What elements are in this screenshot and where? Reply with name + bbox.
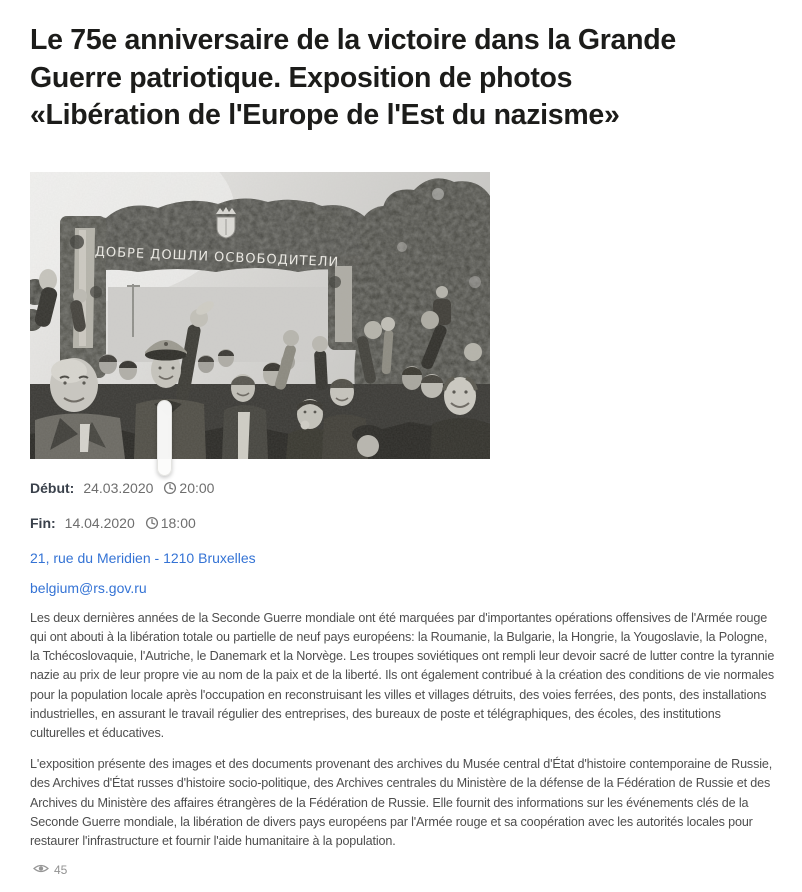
event-start-row [30,479,772,498]
page-title: Le 75e anniversaire de la victoire dans la Grande Guerre patriotique. Exposition de photos «Libération de l'Europe de l'Est du nazisme» [30,24,676,132]
end-label: Fin: [30,515,56,532]
views-counter [33,863,772,877]
event-photo-illustration [30,172,490,459]
contact-email-link[interactable]: belgium@rs.gov.ru [30,579,147,596]
eye-icon [33,863,49,877]
paragraph-exhibition: L'exposition présente des images et des documents provenant des archives du Musée central d'État d'histoire contemporaine de Russie, des Archives d'État russes d'histoire socio-politique, des Archives centrales du Ministère de la défense de la Fédération de Russie et des Archives du Ministère des affaires étrangères de la Fédération de Russie. Elle fournit des informations sur les événements clés de la Seconde Guerre mondiale, la libération de divers pays européens par l'Armée rouge et sa coopération avec les autorités locales pour restaurer l'infrastructure et fournir l'aide humanitaire à la population. [30,757,773,849]
paragraph-history: Les deux dernières années de la Seconde Guerre mondiale ont été marquées par d'importantes opérations offensives de l'Armée rouge qui ont abouti à la libération totale ou partielle de neuf pays européens: la Roumanie, la Bulgarie, la Hongrie, la Yougoslavie, la Pologne, la Tchécoslovaquie, l'Autriche, le Danemark et la Norvège. Les troupes soviétiques ont rempli leur devoir sacré de lutter contre la tyrannie nazie au prix de leur propre vie au nom de la paix et de la liberté. Ils ont également contribué à la création des conditions de vie normales pour la population locale après l'occupation en reconstruisant les villes et villages détruits, des voies ferrées, des ponts, des installations industrielles, en assurant le travail régulier des entreprises, des bureaux de poste et télégraphiques, des écoles, des institutions culturelles et éducatives. [30,610,775,741]
event-meta [30,479,772,598]
scroll-indicator [157,400,172,476]
end-time: 18:00 [160,515,196,532]
event-photo [30,172,490,459]
start-date: 24.03.2020 [83,480,154,497]
clock-icon [163,481,177,495]
start-label: Début: [30,480,75,497]
start-time: 20:00 [179,480,215,497]
article-body [30,609,775,851]
clock-icon [145,516,159,530]
views-count: 45 [54,863,68,878]
event-end-row [30,514,772,533]
venue-address-link[interactable]: 21, rue du Meridien - 1210 Bruxelles [30,549,256,566]
end-date: 14.04.2020 [64,515,135,532]
